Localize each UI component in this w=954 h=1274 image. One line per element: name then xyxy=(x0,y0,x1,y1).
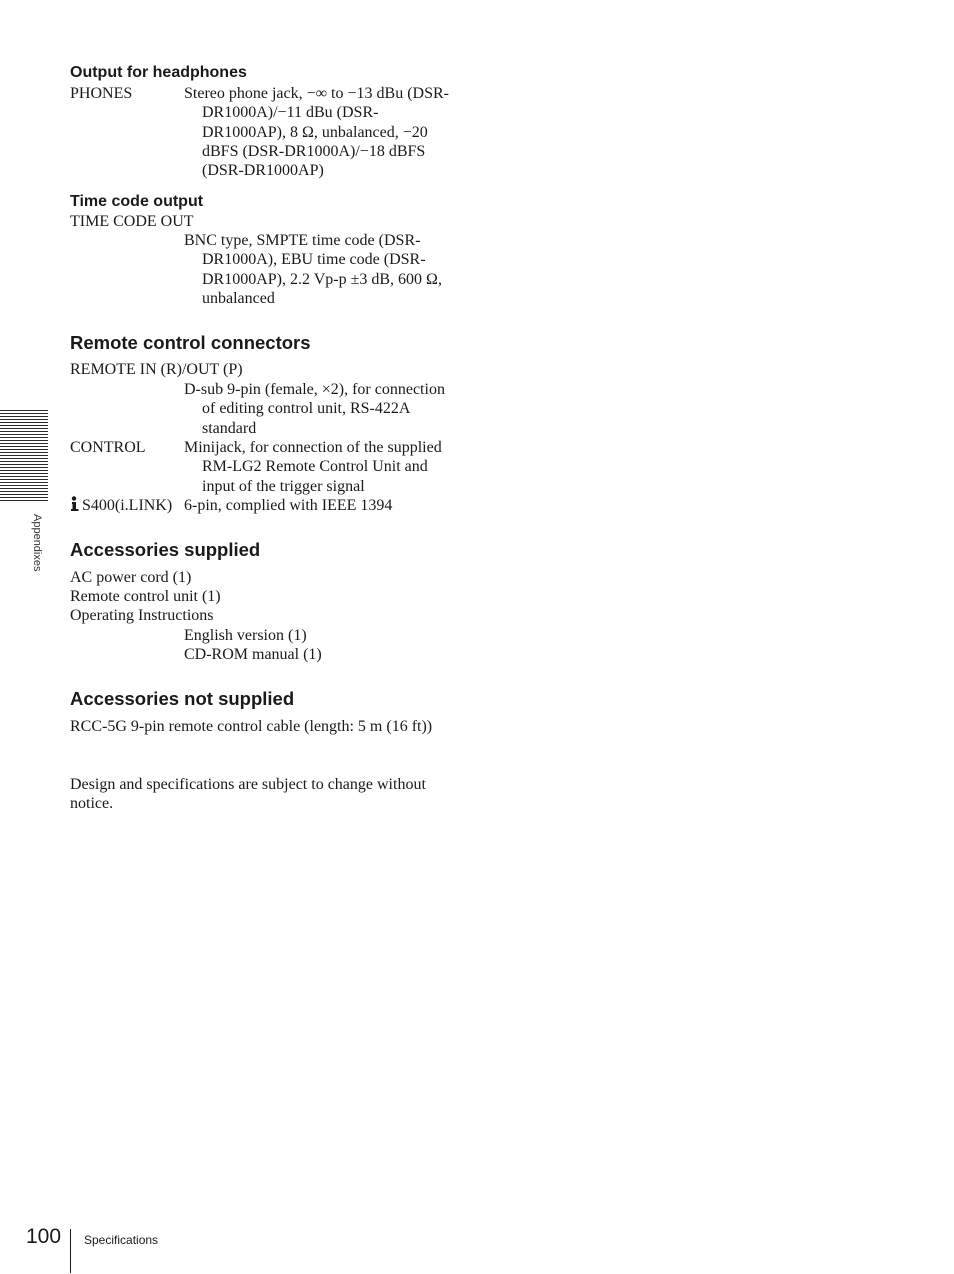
headphones-heading: Output for headphones xyxy=(70,64,247,81)
control-line: RM-LG2 Remote Control Unit and xyxy=(202,458,428,476)
phones-line: Stereo phone jack, −∞ to −13 dBu (DSR- xyxy=(184,85,449,102)
ilink-definition: 6-pin, complied with IEEE 1394 xyxy=(184,497,393,514)
timecode-line: unbalanced xyxy=(202,289,275,307)
phones-line: DR1000A)/−11 dBu (DSR- xyxy=(202,104,379,122)
phones-definition xyxy=(184,84,474,180)
supplied-sub-item: CD-ROM manual (1) xyxy=(184,646,322,663)
phones-line: dBFS (DSR-DR1000A)/−18 dBFS xyxy=(202,142,426,160)
timecode-term: TIME CODE OUT xyxy=(70,213,194,230)
remote-in-term: REMOTE IN (R)/OUT (P) xyxy=(70,361,243,378)
phones-line: DR1000AP), 8 Ω, unbalanced, −20 xyxy=(202,123,428,141)
side-tab-label: Appendixes xyxy=(31,514,43,572)
not-supplied-heading: Accessories not supplied xyxy=(70,688,295,709)
supplied-item: AC power cord (1) xyxy=(70,569,192,586)
supplied-item: Remote control unit (1) xyxy=(70,588,221,605)
notice-line: Design and specifications are subject to change without xyxy=(70,776,426,793)
timecode-line: BNC type, SMPTE time code (DSR- xyxy=(184,232,421,249)
ilink-term-row xyxy=(70,496,172,515)
control-line: Minijack, for connection of the supplied xyxy=(184,439,442,456)
timecode-heading: Time code output xyxy=(70,193,204,210)
control-definition xyxy=(184,438,474,496)
ilink-term: S400(i.LINK) xyxy=(82,497,173,514)
page-number: 100 xyxy=(26,1225,62,1248)
supplied-item: Operating Instructions xyxy=(70,607,214,624)
phones-line: (DSR-DR1000AP) xyxy=(202,162,324,180)
phones-term: PHONES xyxy=(70,85,133,102)
timecode-line: DR1000AP), 2.2 Vp-p ±3 dB, 600 Ω, xyxy=(202,270,442,288)
timecode-definition xyxy=(184,231,474,308)
i-link-icon xyxy=(70,496,79,512)
remote-in-line: of editing control unit, RS-422A xyxy=(202,400,411,418)
supplied-heading: Accessories supplied xyxy=(70,539,261,560)
remote-in-line: D-sub 9-pin (female, ×2), for connection xyxy=(184,381,445,398)
remote-in-definition xyxy=(184,380,474,438)
control-term: CONTROL xyxy=(70,439,146,456)
timecode-line: DR1000A), EBU time code (DSR- xyxy=(202,251,426,269)
footer-divider xyxy=(70,1229,71,1273)
not-supplied-item: RCC-5G 9-pin remote control cable (length: 5 m (16 ft)) xyxy=(70,718,433,735)
notice-line: notice. xyxy=(70,795,114,812)
footer-section-label: Specifications xyxy=(84,1233,159,1247)
remote-in-line: standard xyxy=(202,419,257,437)
control-line: input of the trigger signal xyxy=(202,477,365,495)
side-tab-marker xyxy=(0,410,48,502)
remote-heading: Remote control connectors xyxy=(70,332,311,353)
supplied-sub-item: English version (1) xyxy=(184,627,307,644)
